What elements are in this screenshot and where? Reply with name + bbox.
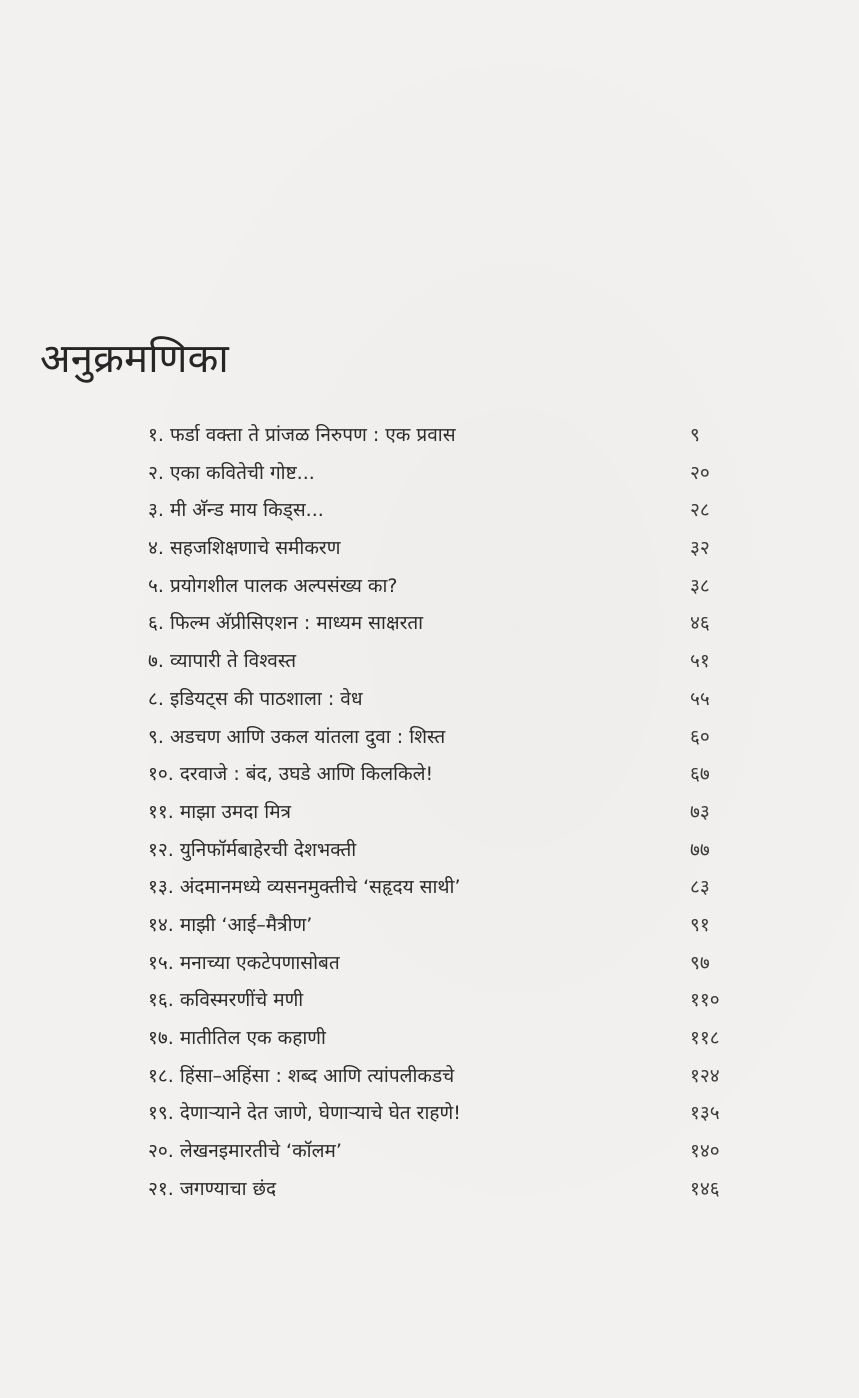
toc-entry bbox=[148, 983, 748, 1021]
toc-entry-title: ९. अडचण आणि उकल यांतला दुवा : शिस्त bbox=[148, 725, 446, 748]
toc-entry bbox=[148, 1134, 748, 1172]
toc-entry bbox=[148, 493, 748, 531]
toc-entry-page: ११० bbox=[690, 989, 720, 1012]
toc-entry-title: १५. मनाच्या एकटेपणासोबत bbox=[148, 951, 340, 974]
toc-entry bbox=[148, 833, 748, 871]
toc-entry bbox=[148, 946, 748, 984]
toc-entry-title: २. एका कवितेची गोष्ट... bbox=[148, 461, 315, 484]
toc-entry-page: ८३ bbox=[690, 876, 710, 899]
toc-entry bbox=[148, 531, 748, 569]
toc-entry bbox=[148, 908, 748, 946]
toc-entry-page: ११८ bbox=[690, 1027, 720, 1049]
toc-entry bbox=[148, 757, 748, 795]
toc-entry-page: ४६ bbox=[690, 612, 710, 635]
toc-entry bbox=[148, 418, 748, 456]
toc-entry bbox=[148, 720, 748, 758]
toc-entry-page: ९१ bbox=[690, 913, 710, 936]
toc-entry-title: १६. कविस्मरणींचे मणी bbox=[148, 989, 304, 1012]
toc-entry bbox=[148, 1172, 748, 1210]
toc-entry-title: १. फर्डा वक्ता ते प्रांजळ निरुपण : एक प्रवास bbox=[148, 424, 456, 446]
toc-entry-page: १३५ bbox=[690, 1102, 720, 1125]
toc-entry-title: १०. दरवाजे : बंद, उघडे आणि किलकिले! bbox=[148, 763, 434, 786]
toc-entry bbox=[148, 1059, 748, 1097]
toc-entry-title: ७. व्यापारी ते विश्वस्त bbox=[148, 650, 297, 673]
toc-entry-title: १४. माझी ‘आई–मैत्रीण’ bbox=[148, 913, 313, 936]
toc-entry-title: ३. मी अ‍ॅन्ड माय किड्स... bbox=[148, 499, 324, 522]
toc-entry-title: ६. फिल्म अ‍ॅप्रीसिएशन : माध्यम साक्षरता bbox=[148, 612, 424, 635]
toc-entry-page: ६० bbox=[690, 725, 710, 748]
toc-entry-title: ८. इडियट्स की पाठशाला : वेध bbox=[148, 687, 363, 710]
toc-entry-page: ९७ bbox=[690, 951, 710, 974]
page-title: अनुक्रमणिका bbox=[40, 336, 229, 382]
toc-entry-page: २० bbox=[690, 461, 710, 484]
toc-entry-title: १८. हिंसा–अहिंसा : शब्द आणि त्यांपलीकडचे bbox=[148, 1064, 455, 1087]
toc-entry-title: २०. लेखनइमारतीचे ‘कॉलम’ bbox=[148, 1140, 342, 1163]
toc-entry bbox=[148, 606, 748, 644]
toc-entry-page: ५५ bbox=[690, 687, 710, 710]
toc-entry bbox=[148, 1096, 748, 1134]
toc-entry-page: ९ bbox=[690, 424, 700, 446]
toc-entry-page: ७७ bbox=[690, 838, 710, 861]
toc-entry-title: २१. जगण्याचा छंद bbox=[148, 1177, 277, 1200]
toc-entry bbox=[148, 456, 748, 494]
toc-entry-title: १७. मातीतिल एक कहाणी bbox=[148, 1027, 326, 1049]
toc-entry-page: २८ bbox=[690, 499, 710, 522]
toc-entry bbox=[148, 795, 748, 833]
toc-entry-title: १३. अंदमानमध्ये व्यसनमुक्तीचे ‘सहृदय साथी’ bbox=[148, 876, 461, 899]
table-of-contents bbox=[148, 418, 748, 1209]
toc-entry-title: ४. सहजशिक्षणाचे समीकरण bbox=[148, 537, 341, 560]
toc-entry-page: ७३ bbox=[690, 800, 710, 823]
toc-entry bbox=[148, 870, 748, 908]
toc-entry-page: १४६ bbox=[690, 1177, 720, 1200]
toc-entry bbox=[148, 644, 748, 682]
toc-entry bbox=[148, 569, 748, 607]
toc-entry bbox=[148, 682, 748, 720]
toc-entry-page: १४० bbox=[690, 1140, 720, 1163]
toc-entry-title: १९. देणाऱ्याने देत जाणे, घेणाऱ्याचे घेत राहणे! bbox=[148, 1102, 461, 1125]
toc-entry-page: ६७ bbox=[690, 763, 710, 786]
toc-entry-title: ११. माझा उमदा मित्र bbox=[148, 800, 292, 823]
toc-entry-page: ३८ bbox=[690, 574, 710, 597]
toc-entry-page: ५१ bbox=[690, 650, 710, 673]
toc-entry-title: ५. प्रयोगशील पालक अल्पसंख्य का? bbox=[148, 574, 398, 597]
toc-entry bbox=[148, 1021, 748, 1059]
toc-entry-page: ३२ bbox=[690, 537, 710, 560]
toc-entry-page: १२४ bbox=[690, 1064, 720, 1087]
toc-entry-title: १२. युनिफॉर्मबाहेरची देशभक्ती bbox=[148, 838, 357, 861]
